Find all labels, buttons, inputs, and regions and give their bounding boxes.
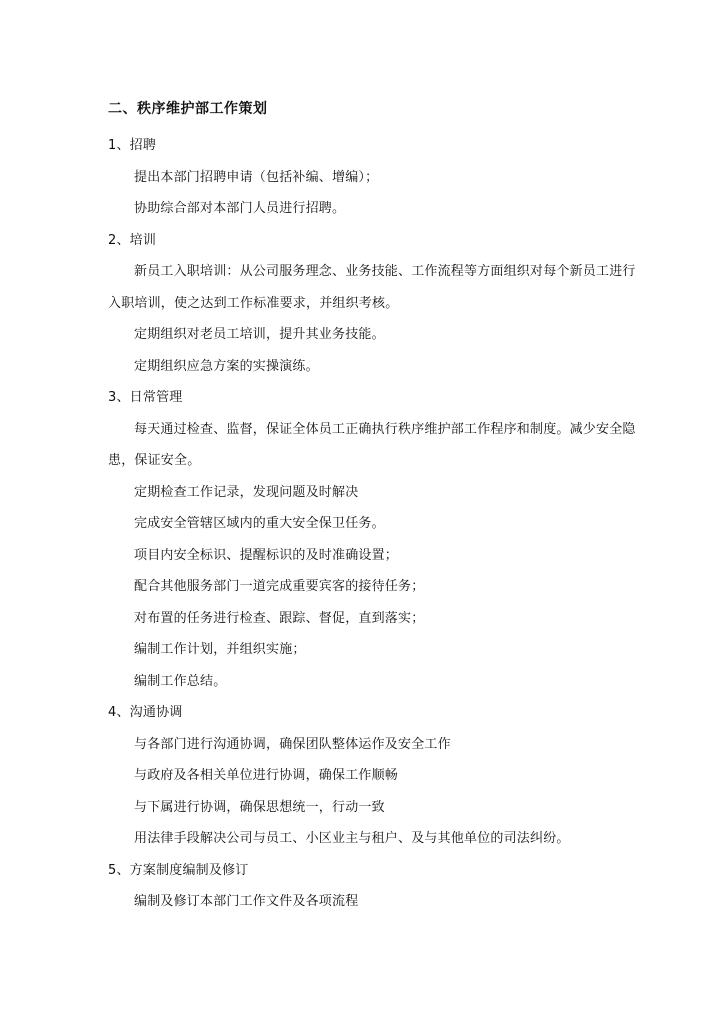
paragraph-line-continuation: 患，保证安全。 xyxy=(108,453,201,468)
section-heading-policy-drafting: 5、方案制度编制及修订 xyxy=(108,863,249,878)
paragraph-line: 与政府及各相关单位进行协调，确保工作顺畅 xyxy=(134,768,399,783)
document-title: 二、秩序维护部工作策划 xyxy=(108,101,268,117)
paragraph-line: 提出本部门招聘申请（包括补编、增编）； xyxy=(134,170,379,185)
paragraph-line: 新员工入职培训：从公司服务理念、业务技能、工作流程等方面组织对每个新员工进行 xyxy=(134,264,636,279)
paragraph-line: 定期检查工作记录，发现问题及时解决 xyxy=(134,485,359,500)
paragraph-line: 每天通过检查、监督，保证全体员工正确执行秩序维护部工作程序和制度。减少安全隐 xyxy=(134,422,636,437)
paragraph-line-continuation: 入职培训，使之达到工作标准要求，并组织考核。 xyxy=(108,296,399,311)
paragraph-line: 对布置的任务进行检查、跟踪、督促，直到落实； xyxy=(134,611,425,626)
paragraph-line: 协助综合部对本部门人员进行招聘。 xyxy=(134,201,346,216)
paragraph-line: 编制工作计划，并组织实施； xyxy=(134,642,306,657)
paragraph-line: 与下属进行协调，确保思想统一，行动一致 xyxy=(134,800,385,815)
section-heading-training: 2、培训 xyxy=(108,233,157,248)
paragraph-line: 用法律手段解决公司与员工、小区业主与租户、及与其他单位的司法纠纷。 xyxy=(134,831,570,846)
paragraph-line: 完成安全管辖区域内的重大安全保卫任务。 xyxy=(134,516,385,531)
paragraph-line: 定期组织对老员工培训，提升其业务技能。 xyxy=(134,327,385,342)
paragraph-line: 与各部门进行沟通协调，确保团队整体运作及安全工作 xyxy=(134,737,451,752)
paragraph-line: 项目内安全标识、提醒标识的及时准确设置； xyxy=(134,548,399,563)
section-heading-communication: 4、沟通协调 xyxy=(108,705,183,720)
paragraph-line: 编制工作总结。 xyxy=(134,674,227,689)
section-heading-daily-management: 3、日常管理 xyxy=(108,390,183,405)
paragraph-line: 定期组织应急方案的实操演练。 xyxy=(134,359,319,374)
paragraph-line: 编制及修订本部门工作文件及各项流程 xyxy=(134,894,359,909)
paragraph-line: 配合其他服务部门一道完成重要宾客的接待任务； xyxy=(134,579,425,594)
section-heading-recruitment: 1、招聘 xyxy=(108,138,157,153)
